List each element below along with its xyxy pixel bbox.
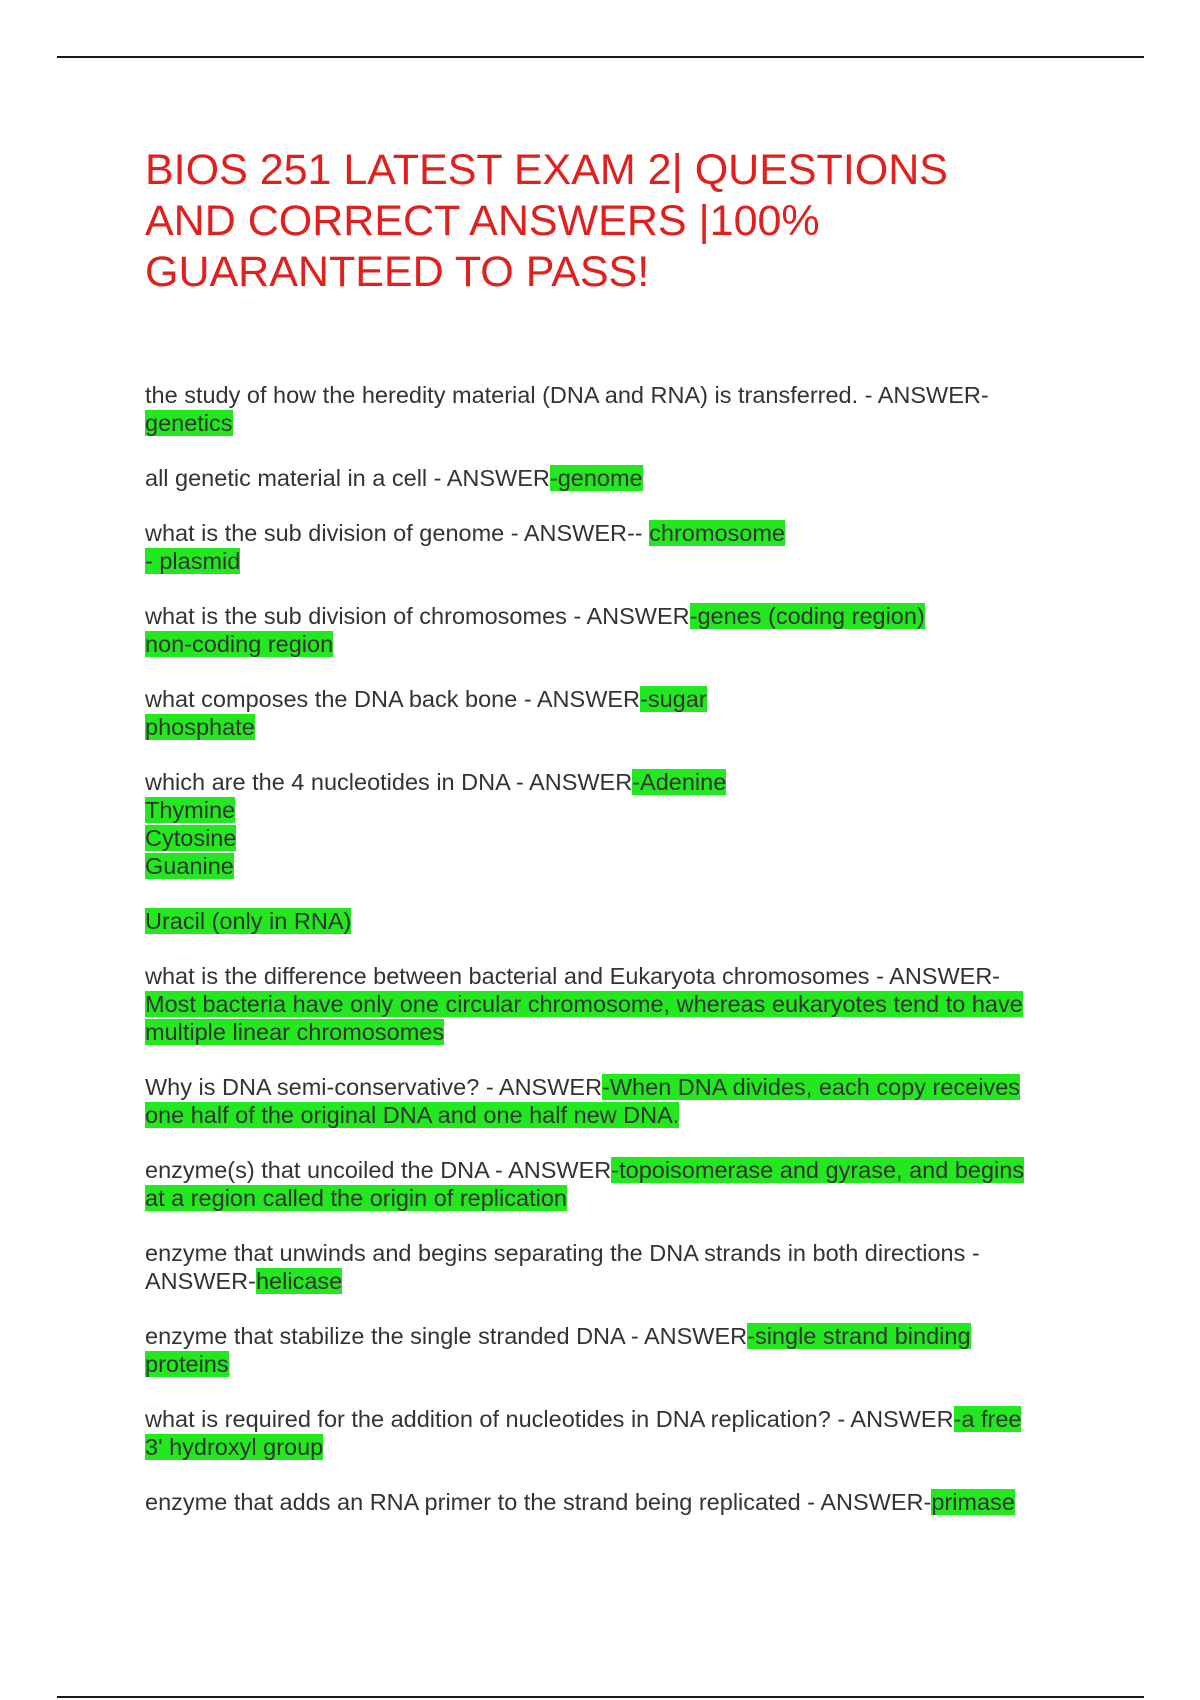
qa-item [145, 685, 1070, 741]
qa-item [145, 602, 1070, 658]
question-text: what is the sub division of genome - ANSWER-- [145, 520, 650, 546]
question-text: enzyme that unwinds and begins separating the DNA strands in both directions - [145, 1240, 980, 1266]
answer-highlight: -genome [549, 465, 643, 491]
question-text: the study of how the heredity material (DNA and RNA) is transferred. - ANSWER- [145, 382, 989, 408]
question-text: enzyme(s) that uncoiled the DNA - ANSWER [145, 1157, 612, 1183]
bottom-rule [57, 1696, 1144, 1698]
answer-highlight: -a free [953, 1406, 1022, 1432]
document-title [145, 145, 1065, 298]
answer-highlight: - plasmid [145, 548, 241, 574]
qa-item [145, 768, 1070, 935]
answer-highlight: one half of the original DNA and one half new DNA. [145, 1102, 680, 1128]
qa-item [145, 1073, 1070, 1129]
question-text: what is required for the addition of nucleotides in DNA replication? - ANSWER [145, 1406, 954, 1432]
qa-item [145, 1156, 1070, 1212]
answer-highlight: Most bacteria have only one circular chromosome, whereas eukaryotes tend to have [145, 991, 1023, 1017]
answer-highlight: phosphate [145, 714, 255, 740]
question-text: all genetic material in a cell - ANSWER [145, 465, 550, 491]
answer-highlight: 3' hydroxyl group [145, 1434, 324, 1460]
question-text: which are the 4 nucleotides in DNA - ANSWER [145, 769, 633, 795]
answer-highlight: Cytosine [145, 825, 237, 851]
qa-item [145, 381, 1070, 437]
qa-item [145, 1405, 1070, 1461]
answer-highlight: -sugar [640, 686, 707, 712]
answer-highlight: chromosome [649, 520, 785, 546]
answer-highlight: -genes (coding region) [689, 603, 925, 629]
qa-item [145, 962, 1070, 1046]
answer-highlight: helicase [255, 1268, 343, 1294]
top-rule [57, 56, 1144, 58]
question-text: Why is DNA semi-conservative? - ANSWER [145, 1074, 603, 1100]
qa-item [145, 1488, 1070, 1516]
question-text: what is the difference between bacterial and Eukaryota chromosomes - ANSWER- [145, 963, 1001, 989]
question-text: enzyme that adds an RNA primer to the strand being replicated - ANSWER- [145, 1489, 932, 1515]
answer-highlight: Guanine [145, 853, 234, 879]
blank-line [145, 880, 1070, 907]
answer-highlight: multiple linear chromosomes [145, 1019, 445, 1045]
answer-highlight: primase [931, 1489, 1015, 1515]
qa-item [145, 1239, 1070, 1295]
answer-highlight: Thymine [145, 797, 236, 823]
answer-highlight: -Adenine [632, 769, 727, 795]
qa-item [145, 464, 1070, 492]
answer-highlight: -topoisomerase and gyrase, and begins [611, 1157, 1025, 1183]
answer-highlight: proteins [145, 1351, 229, 1377]
qa-item [145, 519, 1070, 575]
answer-highlight: genetics [145, 410, 233, 436]
answer-highlight: Uracil (only in RNA) [145, 908, 352, 934]
title-line: GUARANTEED TO PASS! [145, 248, 650, 296]
question-text: what composes the DNA back bone - ANSWER [145, 686, 641, 712]
title-line: BIOS 251 LATEST EXAM 2| QUESTIONS [145, 146, 948, 194]
answer-highlight: at a region called the origin of replication [145, 1185, 567, 1211]
title-line: AND CORRECT ANSWERS |100% [145, 197, 820, 245]
question-text: what is the sub division of chromosomes - ANSWER [145, 603, 690, 629]
qa-list [145, 381, 1070, 1543]
answer-highlight: -When DNA divides, each copy receives [602, 1074, 1021, 1100]
question-text: ANSWER- [145, 1268, 256, 1294]
question-text: enzyme that stabilize the single stranded DNA - ANSWER [145, 1323, 748, 1349]
answer-highlight: non-coding region [145, 631, 334, 657]
answer-highlight: -single strand binding [747, 1323, 971, 1349]
qa-item [145, 1322, 1070, 1378]
